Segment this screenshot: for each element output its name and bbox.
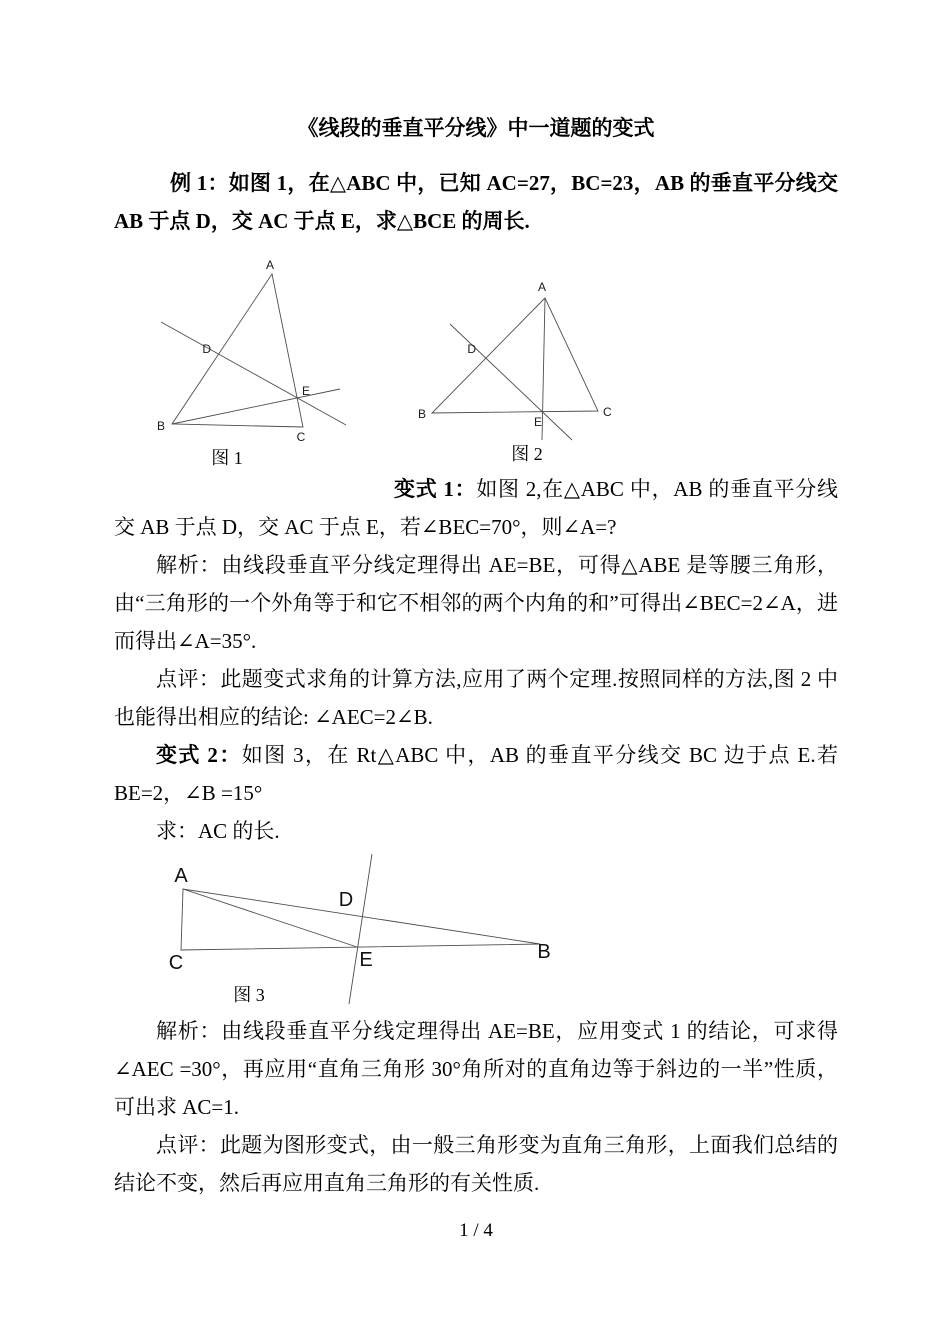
fig2-caption: 图 2 xyxy=(511,444,543,464)
analysis1-paragraph: 解析：由线段垂直平分线定理得出 AE=BE，可得△ABE 是等腰三角形，由“三角形的一个外角等于和它不相邻的两个内角的和”可得出∠BEC=2∠A，进而得出∠A=35°. xyxy=(114,553,838,653)
fig3-point-a-label: A xyxy=(174,865,188,887)
fig2-point-c-label: C xyxy=(603,405,612,419)
fig2-point-d-label: D xyxy=(467,342,476,356)
fig1-point-e-label: E xyxy=(302,384,311,398)
fig1-perpendicular-bisector-line xyxy=(161,322,346,425)
fig2-point-b-label: B xyxy=(417,407,426,421)
fig2-triangle-abc xyxy=(432,298,598,413)
figure-1 xyxy=(145,254,375,469)
comment1-paragraph: 点评：此题变式求角的计算方法,应用了两个定理.按照同样的方法,图 2 中也能得出相应的结论: ∠AEC=2∠B. xyxy=(114,667,838,729)
fig1-segment-be xyxy=(172,389,340,424)
fig1-point-c-label: C xyxy=(296,430,306,444)
fig1-triangle-abc xyxy=(172,274,303,427)
figure-2 xyxy=(412,276,622,466)
page-number: 1 / 4 xyxy=(459,1220,493,1241)
fig3-point-d-label: D xyxy=(338,889,354,911)
analysis2-paragraph: 解析：由线段垂直平分线定理得出 AE=BE，应用变式 1 的结论，可求得∠AEC =30°，再应用“直角三角形 30°角所对的直角边等于斜边的一半”性质，可出求 AC=1. xyxy=(114,1019,838,1119)
example1-paragraph: 例 1：如图 1，在△ABC 中，已知 AC=27，BC=23，AB 的垂直平分线交 AB 于点 D，交 AC 于点 E，求△BCE 的周长. xyxy=(114,171,838,233)
question2-paragraph: 求：AC 的长. xyxy=(156,819,280,843)
fig3-right-triangle-acb xyxy=(181,889,540,950)
fig3-point-b-label: B xyxy=(537,941,551,963)
figure-3 xyxy=(140,854,580,1009)
fig3-point-c-label: C xyxy=(168,952,184,974)
variation1-paragraph xyxy=(114,470,838,546)
variation1-label: 变式 1： xyxy=(394,477,477,501)
variation2-label: 变式 2： xyxy=(156,743,242,767)
fig3-segment-ae xyxy=(183,889,357,947)
comment2-paragraph: 点评：此题为图形变式，由一般三角形变为直角三角形，上面我们总结的结论不变，然后再应用直角三角形的有关性质. xyxy=(114,1133,838,1195)
variation1-text: 如图 2,在△ABC 中，AB 的垂直平分线交 AB 于点 D，交 AC 于点 E，若∠BEC=70°，则∠A=? xyxy=(114,477,838,539)
figure3-row xyxy=(114,854,838,1012)
page-title: 《线段的垂直平分线》中一道题的变式 xyxy=(297,117,655,140)
fig1-point-b-label: B xyxy=(156,419,165,433)
fig1-caption: 图 1 xyxy=(211,448,243,468)
fig3-perpendicular-bisector-line xyxy=(349,854,372,1004)
fig1-point-a-label: A xyxy=(265,258,275,272)
figures-row xyxy=(114,254,838,470)
variation2-text: 如图 3，在 Rt△ABC 中，AB 的垂直平分线交 BC 边于点 E.若 BE=2，∠B =15° xyxy=(114,743,839,805)
fig2-segment-ae xyxy=(542,298,545,440)
fig2-point-a-label: A xyxy=(537,280,547,294)
fig1-point-d-label: D xyxy=(202,342,211,356)
fig3-caption: 图 3 xyxy=(233,985,265,1005)
fig3-point-e-label: E xyxy=(359,949,373,971)
fig2-point-e-label: E xyxy=(533,415,543,429)
variation2-paragraph xyxy=(114,736,838,812)
